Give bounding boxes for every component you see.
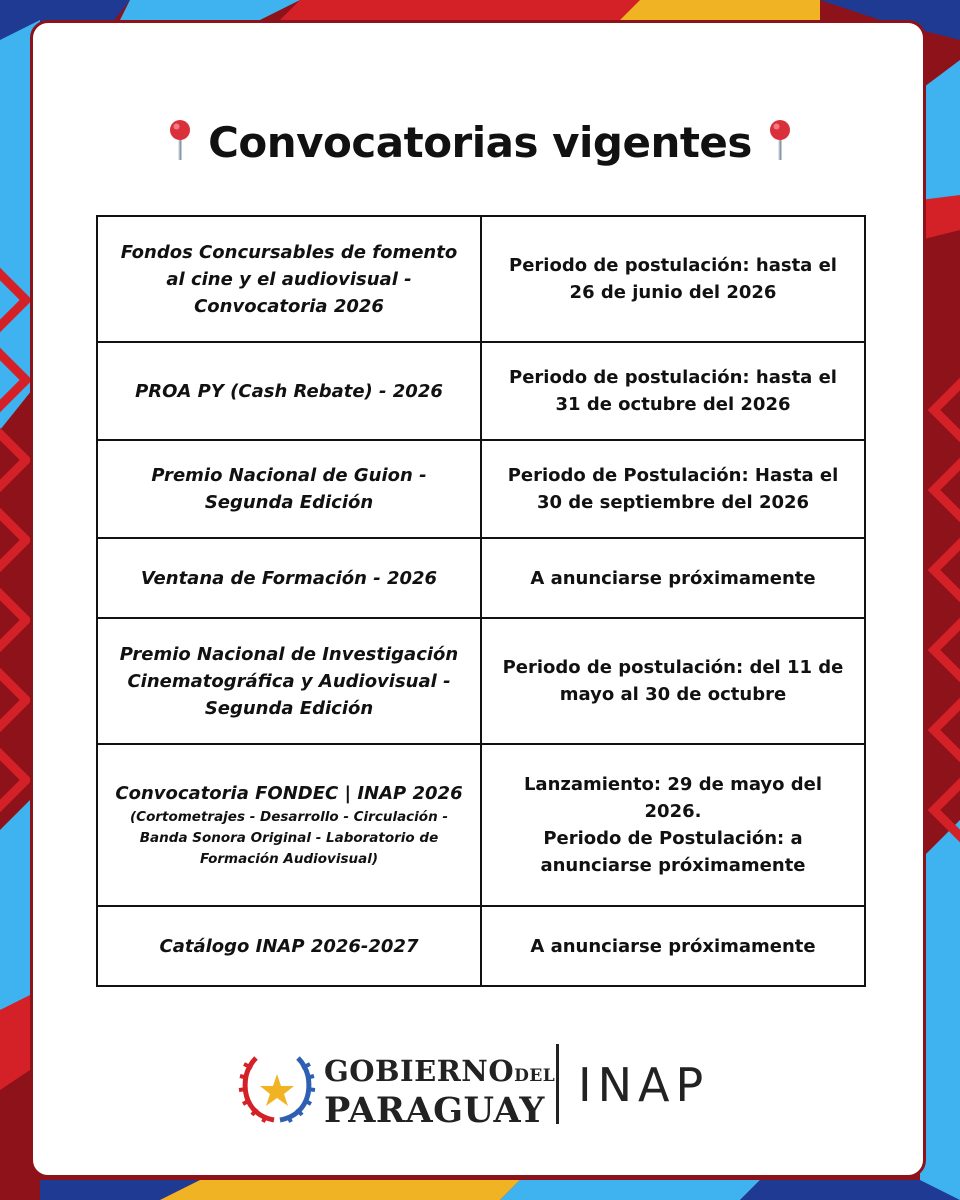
call-name: Premio Nacional de Investigación Cinematográfica y Audiovisual - Segunda Edición [97, 618, 481, 744]
table-row [97, 618, 865, 744]
call-name: PROA PY (Cash Rebate) - 2026 [97, 342, 481, 440]
call-status: Lanzamiento: 29 de mayo del 2026. Periodo de Postulación: a anunciarse próximamente [481, 744, 865, 906]
call-status: Periodo de Postulación: Hasta el 30 de septiembre del 2026 [481, 440, 865, 538]
call-status: A anunciarse próximamente [481, 906, 865, 986]
calls-table [96, 215, 866, 987]
footer-logos [0, 1040, 960, 1130]
table-row [97, 906, 865, 986]
call-name: Convocatoria FONDEC | INAP 2026 (Cortometrajes - Desarrollo - Circulación - Banda Sonora Original - Laboratorio de Formación Audiovisual) [97, 744, 481, 906]
table-row [97, 216, 865, 342]
title-row [0, 112, 960, 172]
call-status: Periodo de postulación: hasta el 31 de octubre del 2026 [481, 342, 865, 440]
paraguay-seal-icon [238, 1054, 316, 1124]
table-row [97, 744, 865, 906]
page-title: Convocatorias vigentes [208, 117, 752, 167]
call-name: Catálogo INAP 2026-2027 [97, 906, 481, 986]
call-name: Fondos Concursables de fomento al cine y el audiovisual - Convocatoria 2026 [97, 216, 481, 342]
call-name: Premio Nacional de Guion - Segunda Edición [97, 440, 481, 538]
table-row [97, 342, 865, 440]
pin-icon [168, 118, 192, 166]
gobierno-logo-text: GOBIERNODEL PARAGUAY [324, 1054, 556, 1131]
table-row [97, 440, 865, 538]
call-status: Periodo de postulación: hasta el 26 de junio del 2026 [481, 216, 865, 342]
call-subtitle: (Cortometrajes - Desarrollo - Circulación - Banda Sonora Original - Laboratorio de Formación Audiovisual) [130, 809, 448, 867]
call-status: Periodo de postulación: del 11 de mayo al 30 de octubre [481, 618, 865, 744]
pin-icon [768, 118, 792, 166]
logo-divider [556, 1044, 559, 1124]
call-name: Ventana de Formación - 2026 [97, 538, 481, 618]
table-row [97, 538, 865, 618]
call-status: A anunciarse próximamente [481, 538, 865, 618]
inap-logo: INAP [578, 1058, 710, 1112]
